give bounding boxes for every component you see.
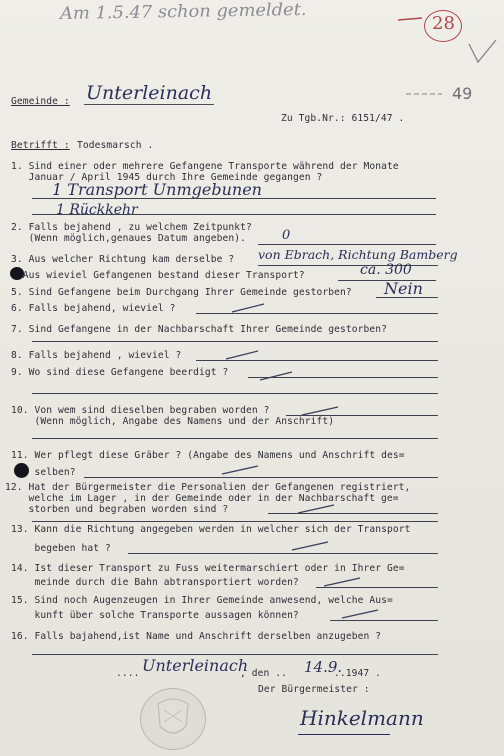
answer-line-5 xyxy=(376,297,438,298)
dash-mark-15 xyxy=(340,608,380,620)
question-11-line-1: 11. Wer pflegt diese Gräber ? (Angabe des Namens und Anschrift des= xyxy=(11,450,405,461)
answer-line-1a xyxy=(32,198,436,199)
place-signature: Unterleinach xyxy=(142,656,249,675)
question-15-line-1: 15. Sind noch Augenzeugen in Ihrer Gemeinde anwesend, welche Aus= xyxy=(11,595,393,606)
dash-mark-6 xyxy=(230,302,266,314)
answer-line-12b xyxy=(32,521,438,522)
dash-mark-10 xyxy=(300,405,340,417)
page-number-right: 49 xyxy=(452,84,473,103)
question-3-answer: von Ebrach, Richtung Bamberg xyxy=(258,247,458,262)
question-1-answer-b: 1 Rückkehr xyxy=(56,202,138,218)
question-10-line-2: (Wenn möglich, Angabe des Namens und der Anschrift) xyxy=(11,416,335,427)
top-note: Am 1.5.47 schon gemeldet. xyxy=(59,0,307,24)
question-8: 8. Falls bejahend , wieviel ? xyxy=(11,350,182,361)
answer-line-13 xyxy=(128,553,438,554)
question-12-line-3: storben und begraben worden sind ? xyxy=(5,504,229,515)
question-13-line-2: begeben hat ? xyxy=(11,543,111,554)
red-pencil-mark xyxy=(396,12,426,26)
answer-line-10b xyxy=(32,438,438,439)
answer-line-11 xyxy=(84,477,438,478)
date-prefix: , den .. xyxy=(240,668,288,679)
question-11-line-2: selben? xyxy=(11,467,76,478)
dash-mark-13 xyxy=(290,540,330,552)
question-9: 9. Wo sind diese Gefangene beerdigt ? xyxy=(11,367,229,378)
question-1-line-1: 1. Sind einer oder mehrere Gefangene Transporte während der Monate xyxy=(11,161,399,172)
question-15-line-2: kunft über solche Transporte aussagen können? xyxy=(11,610,299,621)
answer-line-12a xyxy=(268,513,438,514)
subject-label: Betrifft : xyxy=(11,140,70,151)
place-dots: .... xyxy=(116,668,140,679)
gemeinde-value: Unterleinach xyxy=(86,82,213,104)
gemeinde-label: Gemeinde : xyxy=(11,96,70,107)
subject-value: Todesmarsch . xyxy=(77,140,154,151)
question-12-line-1: 12. Hat der Bürgermeister die Personalien der Gefangenen registriert, xyxy=(5,482,411,493)
date-year: ..1947 . xyxy=(334,668,382,679)
question-13-line-1: 13. Kann die Richtung angegeben werden in welcher sich der Transport xyxy=(11,524,411,535)
question-6: 6. Falls bejahend, wieviel ? xyxy=(11,303,176,314)
question-2-line-1: 2. Falls bejahend , zu welchem Zeitpunkt? xyxy=(11,222,252,233)
page-number-circled: 28 xyxy=(432,13,455,34)
question-12-line-2: welche im Lager , in der Gemeinde oder in der Nachbarschaft ge= xyxy=(5,493,399,504)
question-10-line-1: 10. Von wem sind dieselben begraben worden ? xyxy=(11,405,270,416)
answer-line-9b xyxy=(32,393,438,394)
question-1-answer-a: 1 Transport Unmgebunen xyxy=(52,180,262,199)
question-3: 3. Aus welcher Richtung kam derselbe ? xyxy=(11,254,235,265)
answer-line-7 xyxy=(32,341,438,342)
dash-mark-8 xyxy=(224,349,260,361)
answer-line-1b xyxy=(32,214,436,215)
question-5-answer: Nein xyxy=(384,279,423,298)
question-2-line-2: (Wenn möglich,genaues Datum angeben). xyxy=(11,233,247,244)
question-16: 16. Falls bajahend,ist Name und Anschrift derselben anzugeben ? xyxy=(11,631,382,642)
dash-mark-14 xyxy=(322,576,362,588)
question-4-answer: ca. 300 xyxy=(360,262,412,278)
mayor-signature: Hinkelmann xyxy=(300,706,424,730)
gemeinde-underline xyxy=(84,104,214,105)
dash-mark-9 xyxy=(258,370,294,382)
tgb-number: Zu Tgb.Nr.: 6151/47 . xyxy=(281,113,405,124)
question-1-line-2: Januar / April 1945 durch Ihre Gemeinde gegangen ? xyxy=(11,172,323,183)
date-value: 14.9. xyxy=(304,658,343,676)
question-14-line-1: 14. Ist dieser Transport zu Fuss weitermarschiert oder in Ihrer Ge= xyxy=(11,563,405,574)
seal-emblem xyxy=(152,694,194,742)
signature-underline xyxy=(298,734,390,735)
question-2-answer: 0 xyxy=(282,228,291,243)
question-5: 5. Sind Gefangene beim Durchgang Ihrer Gemeinde gestorben? xyxy=(11,287,352,298)
question-14-line-2: meinde durch die Bahn abtransportiert worden? xyxy=(11,577,299,588)
answer-line-16 xyxy=(32,654,438,655)
question-7: 7. Sind Gefangene in der Nachbarschaft Ihrer Gemeinde gestorben? xyxy=(11,324,388,335)
dash-mark-11 xyxy=(220,464,260,476)
pencil-check-mark xyxy=(466,38,500,68)
mayor-label: Der Bürgermeister : xyxy=(258,684,370,695)
pencil-dash-mark xyxy=(404,90,444,98)
dash-mark-12 xyxy=(296,503,336,515)
answer-line-2 xyxy=(258,244,436,245)
question-4: Aus wieviel Gefangenen bestand dieser Transport? xyxy=(11,270,305,281)
answer-line-15 xyxy=(330,620,438,621)
